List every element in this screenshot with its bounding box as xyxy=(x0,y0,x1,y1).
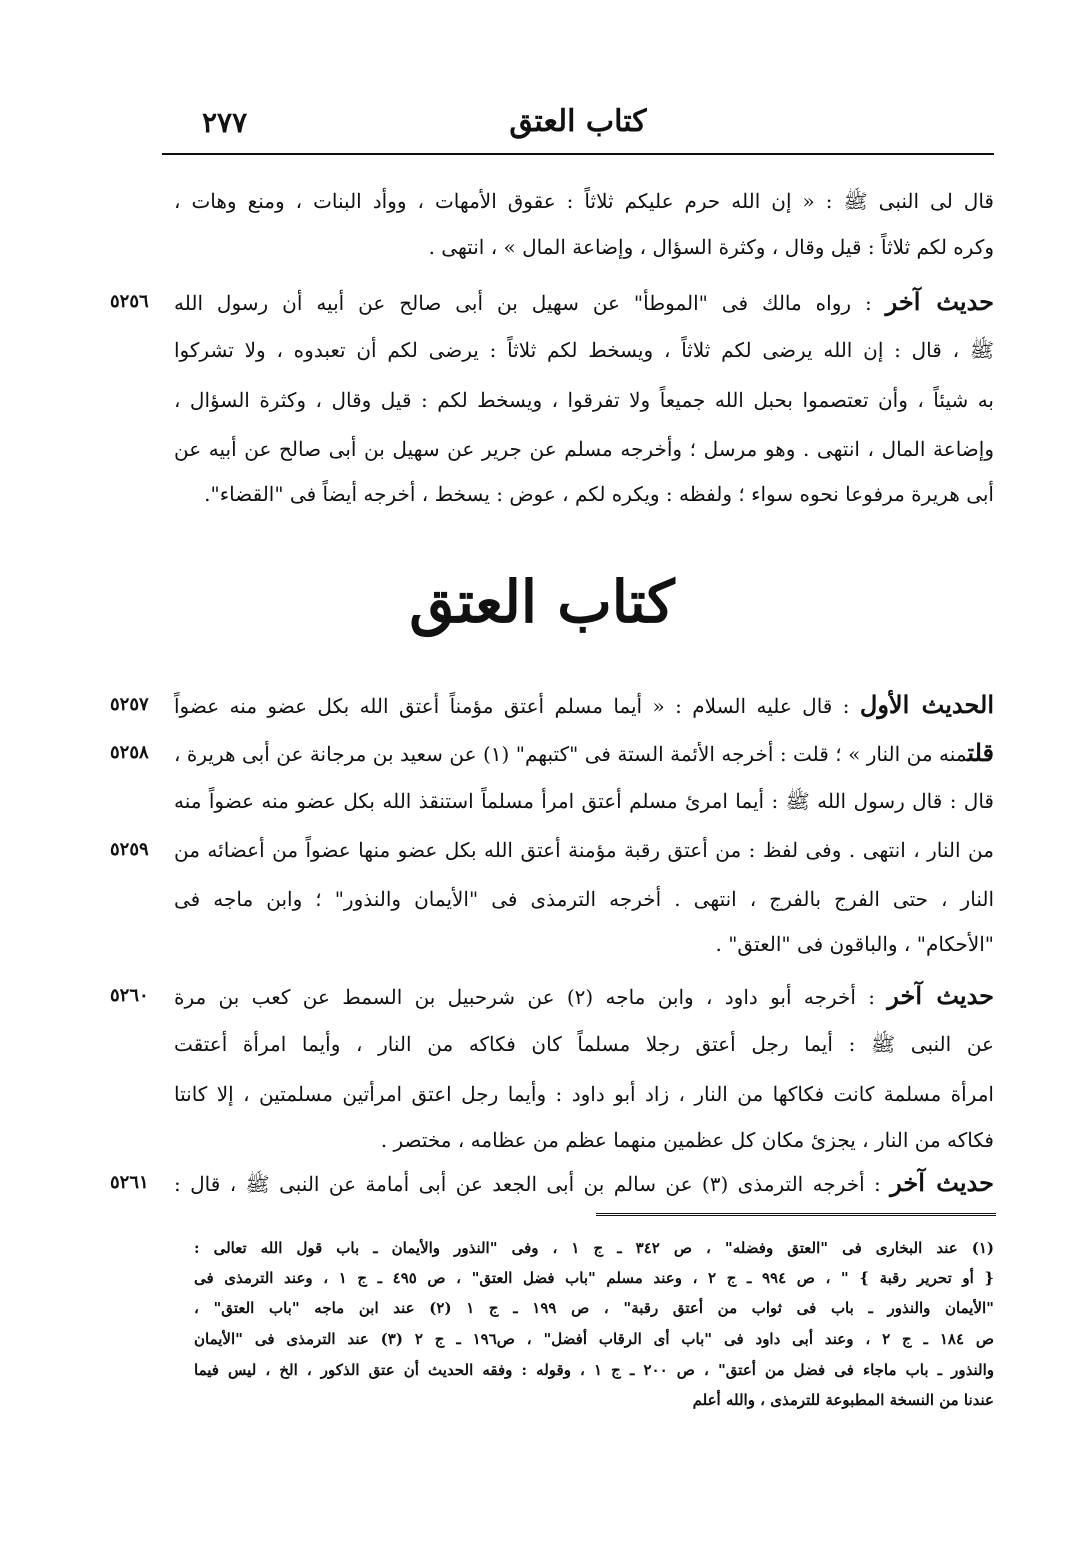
footnote-line: والنذور ـ باب ماجاء فى فضل من أعتق" ، ص ٢٠٠ ـ ج ١ ، وقوله : وفقه الحديث أن عتق الذكور ، الخ ، ليس فيما xyxy=(194,1361,994,1379)
text-line-3-body: : رواه مالك فى "الموطأ" عن سهيل بن أبى صالح عن أبيه أن رسول الله xyxy=(174,291,886,315)
footnote-line: { أو تحرير رقبة } " ، ص ٩٩٤ ـ ج ٢ ، وعند مسلم "باب فضل العتق" ، ص ٤٩٥ ـ ج ١ ، وعند الترمذى فى xyxy=(194,1269,994,1287)
reference-number: ٥٢٥٩ xyxy=(110,839,149,860)
header-rule xyxy=(162,153,994,155)
text-line-14-body: : أخرجه أبو داود ، وابن ماجه (٢) عن شرحبيل بن السمط عن كعب بن مرة xyxy=(174,985,888,1009)
text-line: "الأحكام" ، والباقون فى "العتق" . xyxy=(715,932,994,956)
footnote-rule xyxy=(596,1213,996,1218)
reference-number: ٥٢٥٦ xyxy=(110,291,149,312)
text-line: فكاكه من النار ، يجزئ مكان كل عظمين منهما عظم من عظامه ، مختصر . xyxy=(380,1128,994,1152)
text-line-9 xyxy=(174,734,994,772)
text-line-3 xyxy=(174,283,994,321)
text-line-18 xyxy=(174,1164,994,1202)
text-line-14 xyxy=(174,977,994,1015)
text-line-8-body: : قال عليه السلام : « أيما مسلم أعتق مؤمناً أعتق الله بكل عضو منه عضواً xyxy=(174,694,860,718)
chapter-title: كتاب العتق xyxy=(409,568,675,636)
reference-number: ٥٢٦٠ xyxy=(110,985,149,1006)
footnote-line: (١) عند البخارى فى "العتق وفضله" ، ص ٣٤٢ ـ ج ١ ، وفى "النذور والأيمان ـ باب قول الله تعالى : xyxy=(194,1239,994,1257)
text-line-18-body: : أخرجه الترمذى (٣) عن سالم بن أبى الجعد عن أبى أمامة عن النبى ﷺ ، قال : xyxy=(174,1172,891,1196)
hadith-lead: قلت xyxy=(967,738,994,767)
text-line-9-body: منه من النار » ؛ قلت : أخرجه الأئمة الستة فى "كتبهم" (١) عن سعيد بن مرجانة عن أبى هريرة ، xyxy=(174,742,968,766)
reference-number: ٥٢٦١ xyxy=(110,1172,149,1193)
hadith-lead: حديث آخر xyxy=(890,1168,994,1197)
text-line: من النار ، انتهى . وفى لفظ : من أعتق رقبة مؤمنة أعتق الله بكل عضو منها عضواً من أعضائه من xyxy=(174,838,994,862)
reference-number: ٥٢٥٨ xyxy=(110,742,149,763)
hadith-lead: حديث آخر xyxy=(887,981,994,1010)
text-line: وكره لكم ثلاثاً : قيل وقال ، وكثرة السؤال ، وإضاعة المال » ، انتهى . xyxy=(428,235,994,259)
text-line: قال : قال رسول الله ﷺ : أيما امرئ مسلم أعتق امرأ مسلماً استنقذ الله بكل عضو منه عضواً منه xyxy=(174,789,994,813)
text-line: وإضاعة المال ، انتهى . وهو مرسل ؛ وأخرجه مسلم عن جرير عن سهيل بن أبى صالح عن أبيه عن xyxy=(174,437,994,461)
text-line: أبى هريرة مرفوعا نحوه سواء ؛ ولفظه : ويكره لكم ، عوض : يسخط ، أخرجه أيضاً فى "القضاء". xyxy=(204,482,994,506)
running-title: كتاب العتق xyxy=(509,104,647,139)
reference-number: ٥٢٥٧ xyxy=(110,694,149,715)
footnote-line: "الأيمان والنذور ـ باب فى ثواب من أعتق رقبة" ، ص ١٩٩ ـ ج ١ (٢) عند ابن ماجه "باب العتق" ، xyxy=(194,1299,994,1317)
text-line: به شيئاً ، وأن تعتصموا بحبل الله جميعاً ولا تفرقوا ، ويسخط لكم : قيل وقال ، وكثرة السؤال ، xyxy=(174,388,994,412)
page-header xyxy=(162,100,994,152)
text-line: امرأة مسلمة كانت فكاكها من النار ، زاد أبو داود : وأيما رجل اعتق امرأتين مسلمتين ، إلا كانتا xyxy=(174,1082,994,1106)
text-line-8 xyxy=(174,686,994,724)
footnote-line: ص ١٨٤ ـ ج ٢ ، وعند أبى داود فى "باب أى الرقاب أفضل" ، ص١٩٦ ـ ج ٢ (٣) عند الترمذى فى "الأيمان xyxy=(194,1330,994,1348)
hadith-lead: الحديث الأول xyxy=(859,690,994,719)
page-number: ٢٧٧ xyxy=(202,106,248,139)
footnote-line: عندنا من النسخة المطبوعة للترمذى ، والله أعلم xyxy=(692,1391,994,1409)
hadith-lead: حديث آخر xyxy=(885,287,994,316)
text-line: قال لى النبى ﷺ : « إن الله حرم عليكم ثلاثاً : عقوق الأمهات ، ووأد البنات ، ومنع وهات ، xyxy=(174,189,994,213)
text-line: ﷺ ، قال : إن الله يرضى لكم ثلاثاً ، ويسخط لكم ثلاثاً : يرضى لكم أن تعبدوه ، ولا تشركوا xyxy=(174,338,994,362)
text-line: النار ، حتى الفرج بالفرج ، انتهى . أخرجه الترمذى فى "الأيمان والنذور" ؛ وابن ماجه فى xyxy=(174,887,994,911)
text-line: عن النبى ﷺ : أيما رجل أعتق رجلا مسلماً كان فكاكه من النار ، وأيما امرأة أعتقت xyxy=(174,1032,994,1056)
